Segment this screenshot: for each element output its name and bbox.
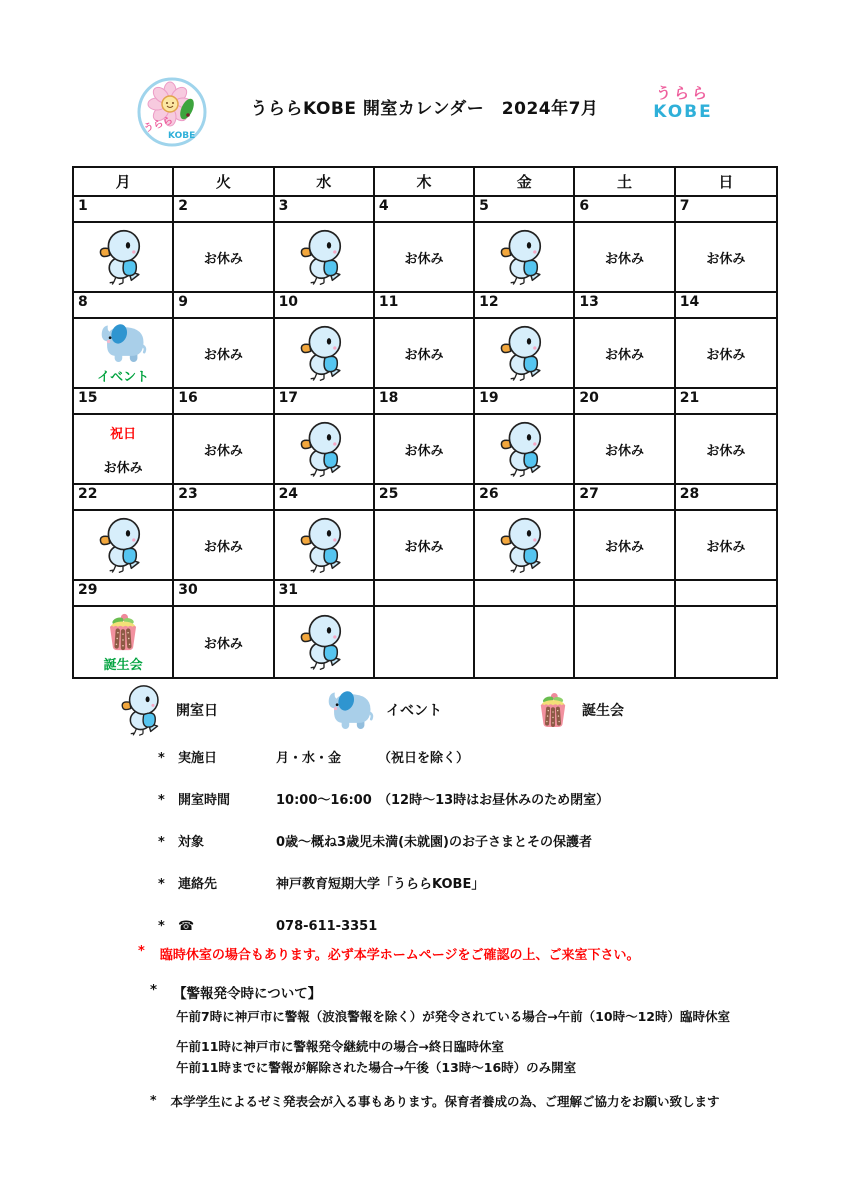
date-row xyxy=(74,197,776,223)
date-cell: 29 xyxy=(74,581,174,607)
elephant-icon xyxy=(324,688,376,732)
day-content-cell xyxy=(375,607,475,677)
legend-label: 誕生会 xyxy=(582,703,624,719)
day-content-cell xyxy=(275,223,375,293)
weekday-header-cell: 月 xyxy=(74,168,174,197)
date-cell: 4 xyxy=(375,197,475,223)
closed-label: お休み xyxy=(605,251,645,267)
cake-icon xyxy=(534,689,572,731)
date-row xyxy=(74,293,776,319)
day-content-cell xyxy=(375,511,475,581)
day-content-cell xyxy=(575,319,675,389)
calendar-table xyxy=(72,166,778,679)
info-label: ☎ xyxy=(178,919,195,934)
closed-label: お休み xyxy=(203,251,243,267)
closed-label: お休み xyxy=(706,443,746,459)
day-content-cell xyxy=(174,319,274,389)
date-cell: 31 xyxy=(275,581,375,607)
day-content-cell xyxy=(174,607,274,677)
weekday-header-cell: 水 xyxy=(275,168,375,197)
info-label: 対象 xyxy=(178,835,205,850)
date-cell: 10 xyxy=(275,293,375,319)
wordmark-line1: うらら xyxy=(655,84,710,102)
info-row xyxy=(158,876,778,893)
closed-label: お休み xyxy=(706,347,746,363)
closed-label: お休み xyxy=(605,443,645,459)
day-content-cell xyxy=(174,415,274,485)
elephant-icon xyxy=(97,321,149,365)
date-cell: 22 xyxy=(74,485,174,511)
alert-lines xyxy=(176,1008,730,1076)
info-row xyxy=(158,750,778,767)
info-value: 078-611-3351 xyxy=(276,919,378,934)
closed-label: お休み xyxy=(103,460,143,476)
bird-icon xyxy=(299,614,349,670)
date-cell xyxy=(475,581,575,607)
info-note: （祝日を除く） xyxy=(378,751,470,766)
info-label: 連絡先 xyxy=(178,877,218,892)
date-cell: 17 xyxy=(275,389,375,415)
info-note: （12時～13時はお昼休みのため閉室） xyxy=(378,793,610,808)
bullet: * xyxy=(158,793,165,808)
date-cell: 15 xyxy=(74,389,174,415)
closed-label: お休み xyxy=(404,539,444,555)
date-cell: 25 xyxy=(375,485,475,511)
info-list xyxy=(158,750,778,960)
day-content-cell xyxy=(575,607,675,677)
day-content-cell xyxy=(475,511,575,581)
closed-label: お休み xyxy=(706,539,746,555)
day-content-cell xyxy=(575,223,675,293)
day-content-cell xyxy=(676,511,776,581)
day-content-cell xyxy=(375,415,475,485)
closed-label: お休み xyxy=(203,443,243,459)
date-cell xyxy=(375,581,475,607)
week-content-row xyxy=(74,319,776,389)
date-row xyxy=(74,581,776,607)
week-content-row xyxy=(74,607,776,677)
info-label: 開室時間 xyxy=(178,793,231,808)
date-cell: 18 xyxy=(375,389,475,415)
date-cell: 24 xyxy=(275,485,375,511)
weekday-header-cell: 日 xyxy=(676,168,776,197)
closed-label: お休み xyxy=(404,251,444,267)
cake-icon xyxy=(102,611,144,653)
day-content-cell xyxy=(74,223,174,293)
closed-label: お休み xyxy=(404,347,444,363)
date-cell: 19 xyxy=(475,389,575,415)
alert-line: 午前7時に神戸市に警報（波浪警報を除く）が発令されている場合→午前（10時～12時）臨時休室 xyxy=(176,1009,730,1024)
date-cell: 13 xyxy=(575,293,675,319)
day-content-cell xyxy=(475,607,575,677)
day-content-cell xyxy=(475,223,575,293)
date-cell: 28 xyxy=(676,485,776,511)
day-content-cell xyxy=(275,319,375,389)
bullet: * xyxy=(158,835,165,850)
week-content-row xyxy=(74,415,776,485)
info-value: 10:00～16:00 xyxy=(276,793,372,808)
bird-icon xyxy=(499,325,549,381)
date-cell xyxy=(575,581,675,607)
info-value: 月・水・金 xyxy=(276,751,342,766)
closed-label: お休み xyxy=(404,443,444,459)
closed-label: お休み xyxy=(706,251,746,267)
day-content-cell xyxy=(275,415,375,485)
legend-label: 開室日 xyxy=(176,703,218,719)
bird-icon xyxy=(299,517,349,573)
day-content-cell xyxy=(375,223,475,293)
info-row xyxy=(158,792,778,809)
date-cell xyxy=(676,581,776,607)
date-cell: 21 xyxy=(676,389,776,415)
info-row xyxy=(158,834,778,851)
day-content-cell xyxy=(74,607,174,677)
day-content-cell xyxy=(375,319,475,389)
closed-label: お休み xyxy=(605,347,645,363)
date-row xyxy=(74,485,776,511)
info-label: 実施日 xyxy=(178,751,218,766)
bird-icon xyxy=(299,421,349,477)
date-cell: 6 xyxy=(575,197,675,223)
day-content-cell xyxy=(74,415,174,485)
bird-icon xyxy=(499,517,549,573)
date-cell: 23 xyxy=(174,485,274,511)
bird-icon xyxy=(98,517,148,573)
alert-line: 午前11時に神戸市に警報発令継続中の場合→終日臨時休室 xyxy=(176,1039,504,1054)
legend-item xyxy=(324,682,442,738)
alert-section-title xyxy=(150,982,321,1002)
weekday-header-row xyxy=(74,168,776,197)
bird-icon xyxy=(499,421,549,477)
date-cell: 3 xyxy=(275,197,375,223)
date-cell: 16 xyxy=(174,389,274,415)
date-cell: 20 xyxy=(575,389,675,415)
day-content-cell xyxy=(676,607,776,677)
date-cell: 9 xyxy=(174,293,274,319)
legend-item xyxy=(120,682,218,738)
day-content-cell xyxy=(676,319,776,389)
wordmark-line2: KOBE xyxy=(653,102,713,122)
date-cell: 7 xyxy=(676,197,776,223)
closed-label: お休み xyxy=(203,636,243,652)
weekday-header-cell: 木 xyxy=(375,168,475,197)
event-label: イベント xyxy=(97,370,150,385)
day-content-cell xyxy=(275,607,375,677)
bullet: * xyxy=(150,1092,157,1107)
date-cell: 8 xyxy=(74,293,174,319)
page-title: うららKOBE 開室カレンダー 2024年7月 xyxy=(250,99,599,119)
urara-kobe-wordmark xyxy=(640,84,726,122)
date-cell: 27 xyxy=(575,485,675,511)
birthday-label: 誕生会 xyxy=(103,658,143,673)
day-content-cell xyxy=(275,511,375,581)
bird-icon xyxy=(299,325,349,381)
info-value: 神戸教育短期大学「うららKOBE」 xyxy=(276,877,485,892)
week-content-row xyxy=(74,223,776,293)
bullet: * xyxy=(150,982,158,998)
day-content-cell xyxy=(676,415,776,485)
bird-icon xyxy=(120,684,166,736)
alert-title-text: 【警報発令時について】 xyxy=(173,986,322,1002)
info-value: 0歳～概ね3歳児未満(未就園)のお子さまとその保護者 xyxy=(276,835,592,850)
legend-item xyxy=(534,682,624,738)
info-row xyxy=(158,918,778,935)
day-content-cell xyxy=(74,511,174,581)
day-content-cell xyxy=(575,511,675,581)
bird-icon xyxy=(499,229,549,285)
day-content-cell xyxy=(174,223,274,293)
bird-icon xyxy=(299,229,349,285)
closed-label: お休み xyxy=(203,539,243,555)
date-cell: 11 xyxy=(375,293,475,319)
day-content-cell xyxy=(575,415,675,485)
date-cell: 14 xyxy=(676,293,776,319)
day-content-cell xyxy=(174,511,274,581)
alert-line: 午前11時までに警報が解除された場合→午後（13時～16時）のみ開室 xyxy=(176,1060,577,1075)
legend-label: イベント xyxy=(386,703,442,719)
holiday-label: 祝日 xyxy=(110,426,137,442)
date-row xyxy=(74,389,776,415)
date-cell: 30 xyxy=(174,581,274,607)
date-cell: 1 xyxy=(74,197,174,223)
seminar-note xyxy=(150,1092,720,1110)
day-content-cell xyxy=(475,319,575,389)
closure-note-text: 臨時休室の場合もあります。必ず本学ホームページをご確認の上、ご来室下さい。 xyxy=(159,948,640,963)
day-content-cell xyxy=(676,223,776,293)
bullet: * xyxy=(158,877,165,892)
closed-label: お休み xyxy=(203,347,243,363)
day-content-cell xyxy=(74,319,174,389)
week-content-row xyxy=(74,511,776,581)
date-cell: 2 xyxy=(174,197,274,223)
bird-icon xyxy=(98,229,148,285)
closed-label: お休み xyxy=(605,539,645,555)
weekday-header-cell: 火 xyxy=(174,168,274,197)
date-cell: 5 xyxy=(475,197,575,223)
bullet: * xyxy=(158,919,165,934)
seminar-note-text: 本学学生によるゼミ発表会が入る事もあります。保育者養成の為、ご理解ご協力をお願い致します xyxy=(170,1094,720,1109)
legend xyxy=(72,682,778,738)
bullet: * xyxy=(158,751,165,766)
date-cell: 12 xyxy=(475,293,575,319)
weekday-header-cell: 土 xyxy=(575,168,675,197)
temporary-closure-note xyxy=(138,944,640,963)
weekday-header-cell: 金 xyxy=(475,168,575,197)
bullet: * xyxy=(138,944,145,959)
day-content-cell xyxy=(475,415,575,485)
date-cell: 26 xyxy=(475,485,575,511)
